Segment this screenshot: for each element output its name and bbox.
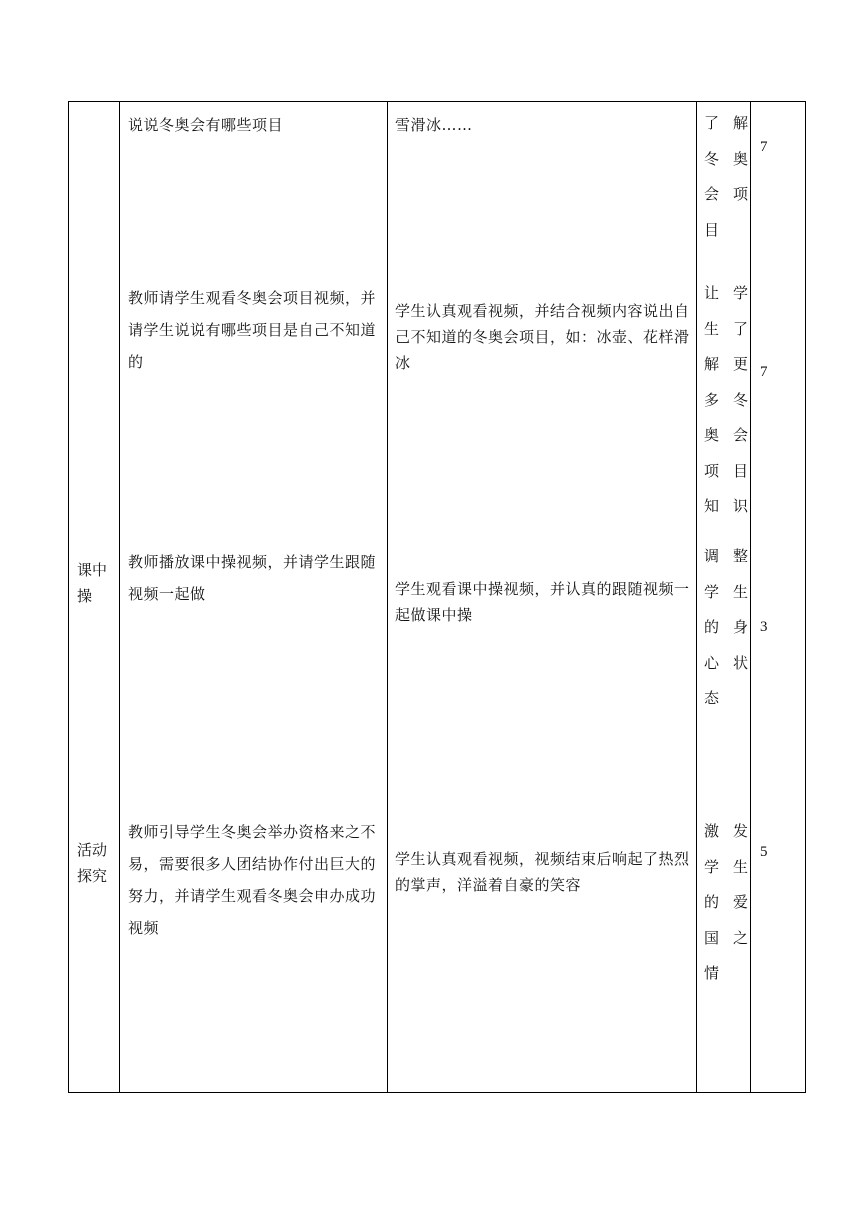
design-intent-line: 会 项 bbox=[704, 185, 748, 203]
design-intent-line: 的 身 bbox=[704, 618, 748, 636]
design-intent-line: 的 爱 bbox=[704, 893, 748, 911]
teacher-activity: 教师引导学生冬奥会举办资格来之不易，需要很多人团结协作付出巨大的努力，并请学生观看冬奥会申办成功视频 bbox=[128, 823, 377, 937]
design-intent-line: 调 整 bbox=[704, 547, 748, 565]
teacher-activity: 教师请学生观看冬奥会项目视频，并请学生说说有哪些项目是自己不知道的 bbox=[128, 289, 377, 371]
design-intent-line: 国 之 bbox=[704, 928, 748, 947]
teacher-activity: 说说冬奥会有哪些项目 bbox=[128, 116, 284, 134]
design-intent-line: 项 目 bbox=[704, 461, 748, 480]
design-intent-line: 了 解 bbox=[704, 114, 748, 132]
column-divider bbox=[387, 102, 388, 1092]
design-intent-line: 生 了 bbox=[704, 319, 748, 338]
time-minutes: 3 bbox=[760, 619, 768, 635]
design-intent-line: 冬 奥 bbox=[704, 149, 748, 168]
time-minutes: 7 bbox=[760, 364, 768, 380]
design-intent bbox=[704, 106, 748, 248]
time-minutes: 7 bbox=[760, 139, 768, 155]
column-divider bbox=[696, 102, 697, 1092]
design-intent-line: 学 生 bbox=[704, 582, 748, 601]
design-intent-line: 多 冬 bbox=[704, 390, 748, 409]
section-label: 活动探究 bbox=[77, 841, 108, 885]
design-intent bbox=[704, 276, 748, 525]
design-intent-line: 奥 会 bbox=[704, 426, 748, 444]
student-activity: 学生观看课中操视频，并认真的跟随视频一起做课中操 bbox=[395, 580, 690, 624]
design-intent-line: 学 生 bbox=[704, 857, 748, 876]
design-intent-line: 让 学 bbox=[704, 284, 748, 302]
section-label: 课中操 bbox=[77, 561, 108, 605]
design-intent-line: 解 更 bbox=[704, 355, 748, 373]
design-intent bbox=[704, 814, 748, 992]
design-intent bbox=[704, 539, 748, 717]
design-intent-line: 情 bbox=[704, 964, 720, 982]
time-minutes: 5 bbox=[760, 844, 768, 860]
teacher-activity: 教师播放课中操视频，并请学生跟随视频一起做 bbox=[128, 553, 377, 603]
column-divider bbox=[750, 102, 751, 1092]
student-activity: 学生认真观看视频，并结合视频内容说出自己不知道的冬奥会项目，如：冰壶、花样滑冰 bbox=[395, 302, 690, 372]
design-intent-line: 知识 bbox=[704, 497, 748, 515]
lesson-plan-table bbox=[68, 101, 806, 1093]
design-intent-line: 心 状 bbox=[704, 653, 748, 672]
design-intent-line: 目 bbox=[704, 220, 720, 239]
design-intent-line: 态 bbox=[704, 689, 720, 707]
design-intent-line: 激 发 bbox=[704, 822, 748, 840]
student-activity: 雪滑冰…… bbox=[395, 116, 473, 134]
student-activity: 学生认真观看视频，视频结束后响起了热烈的掌声，洋溢着自豪的笑容 bbox=[395, 850, 690, 894]
